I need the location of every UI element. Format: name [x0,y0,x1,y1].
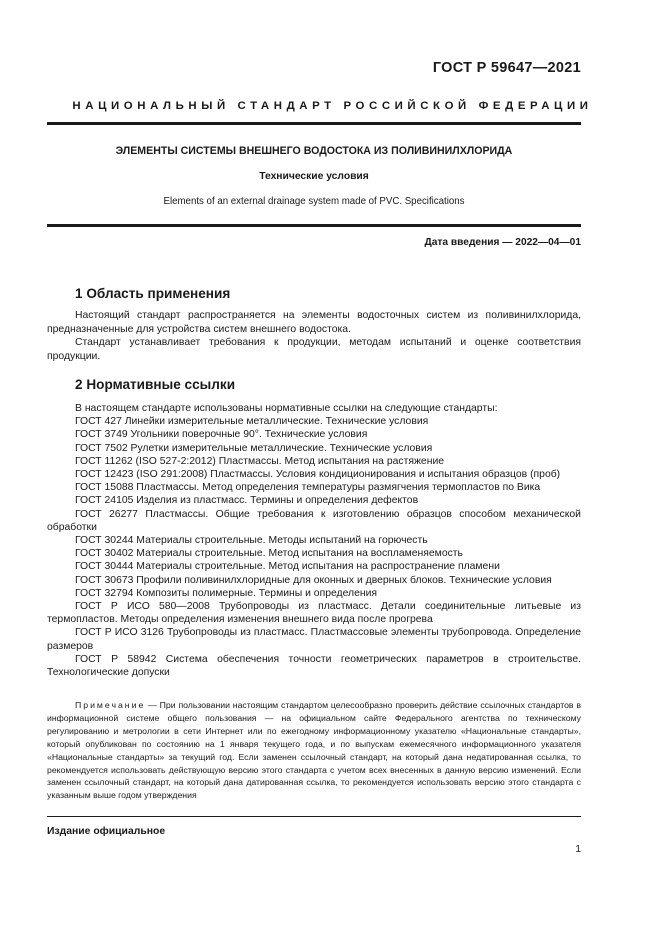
reference-item: ГОСТ 15088 Пластмассы. Метод определения температуры размягчения термопластов по Вика [75,482,541,494]
reference-item: ГОСТ Р ИСО 580—2008 Трубопроводы из пластмасс. Детали соединительные литьевые из термопластов. Методы определения изменения внешнего вида после прогрева [47,601,581,626]
reference-item: ГОСТ 24105 Изделия из пластмасс. Термины и определения дефектов [75,495,419,507]
reference-item: ГОСТ 3749 Угольники поверочные 90°. Технические условия [75,429,368,441]
official-edition-label: Издание официальное [47,826,166,837]
reference-item: ГОСТ 7502 Рулетки измерительные металлические. Технические условия [75,442,433,454]
note-text: — При пользовании настоящим стандартом целесообразно проверить действие ссылочных стандартов в информационной системе общего пользования — на официальном сайте Федерального агентства по техническому регулированию и метрологии в сети Интернет или по ежегодному информационному указателю «Национальные стандарты», который опубликован по состоянию на 1 января текущего года, и по выпускам ежемесячного информационного указателя «Национальные стандарты» за текущий год. Если заменен ссылочный стандарт, на который дана недатированная ссылка, то рекомендуется использовать действующую версию этого стандарта с учетом всех внесенных в данную версию изменений. Если заменен ссылочный стандарт, на который дана датированная ссылка, то рекомендуется использовать версию этого стандарта с указанным выше годом утверждения [47,700,581,801]
document-number: ГОСТ Р 59647—2021 [432,60,581,76]
reference-item: ГОСТ Р ИСО 3126 Трубопроводы из пластмасс. Пластмассовые элементы трубопровода. Определение размеров [47,627,581,652]
reference-item: ГОСТ 12423 (ISO 291:2008) Пластмассы. Условия кондиционирования и испытания образцов (проб) [75,469,561,481]
normative-references-list [47,402,581,679]
introduction-date: Дата введения — 2022—04—01 [424,237,581,248]
reference-item: ГОСТ Р 58942 Система обеспечения точности геометрических параметров в строительстве. Технологические допуски [47,653,581,679]
section-2-heading: 2 Нормативные ссылки [75,377,236,392]
section-1-body [47,309,581,363]
document-title-english: Elements of an external drainage system made of PVC. Specifications [163,196,465,207]
document-subtitle: Технические условия [259,171,369,182]
national-standard-heading: НАЦИОНАЛЬНЫЙ СТАНДАРТ РОССИЙСКОЙ ФЕДЕРАЦИИ [72,100,593,112]
reference-item: ГОСТ 32794 Композиты полимерные. Термины и определения [75,587,378,599]
footer-divider [47,816,581,817]
document-title: ЭЛЕМЕНТЫ СИСТЕМЫ ВНЕШНЕГО ВОДОСТОКА ИЗ ПОЛИВИНИЛХЛОРИДА [115,145,513,157]
reference-item: ГОСТ 26277 Пластмассы. Общие требования к изготовлению образцов способом механической обработки [47,508,581,533]
section-1-paragraph: Настоящий стандарт распространяется на элементы водосточных систем из поливинилхлорида, предназначенные для устройства систем внешнего водостока. [47,310,581,335]
reference-item: ГОСТ 30444 Материалы строительные. Метод испытания на распространение пламени [75,561,500,573]
note-label: Примечание [75,700,146,710]
references-intro: В настоящем стандарте использованы нормативные ссылки на следующие стандарты: [75,403,498,414]
reference-item: ГОСТ 30244 Материалы строительные. Методы испытаний на горючесть [75,535,428,547]
section-1-heading: 1 Область применения [75,286,231,301]
reference-item: ГОСТ 427 Линейки измерительные металлические. Технические условия [75,416,429,428]
title-divider [47,224,581,227]
top-divider [47,122,581,125]
reference-item: ГОСТ 30673 Профили поливинилхлоридные для оконных и дверных блоков. Технические условия [75,574,552,586]
reference-item: ГОСТ 30402 Материалы строительные. Метод испытания на воспламеняемость [75,548,463,560]
reference-item: ГОСТ 11262 (ISO 527-2:2012) Пластмассы. Метод испытания на растяжение [75,455,445,467]
section-1-paragraph: Стандарт устанавливает требования к продукции, методам испытаний и оценке соответствия продукции. [47,337,581,362]
page-number: 1 [575,844,581,855]
reference-note [47,699,581,802]
